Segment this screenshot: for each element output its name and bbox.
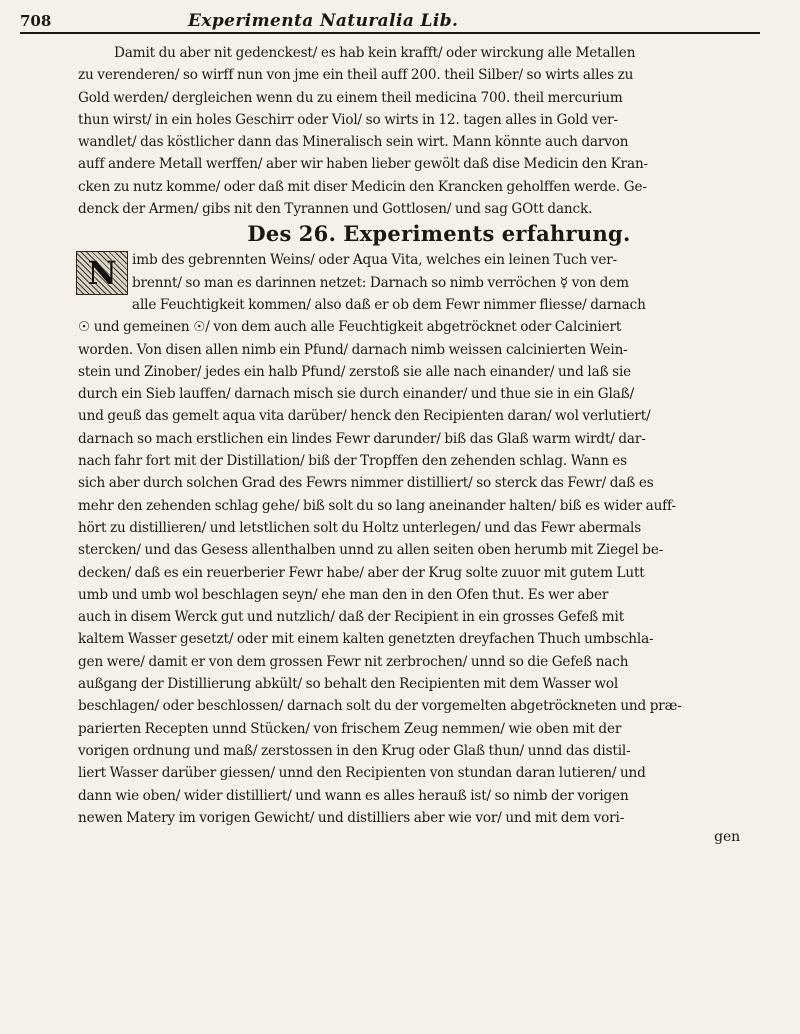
text-line: hört zu distillieren/ und letstlichen solt du Holtz unterlegen/ und das Fewr abermals bbox=[78, 519, 642, 536]
catchword: gen bbox=[714, 829, 740, 846]
text-line: vorigen ordnung und maß/ zerstossen in den Krug oder Glaß thun/ unnd das distil- bbox=[78, 742, 631, 759]
text-line: außgang der Distillierung abkült/ so behalt den Recipienten mit dem Wasser wol bbox=[78, 676, 619, 693]
text-line: liert Wasser darüber giessen/ unnd den Recipienten von stundan daran lutieren/ und bbox=[78, 765, 646, 782]
text-line: imb des gebrennten Weins/ oder Aqua Vita, welches ein leinen Tuch ver- bbox=[132, 252, 618, 269]
text-line: durch ein Sieb lauffen/ darnach misch sie durch einander/ und thue sie in ein Glaß/ bbox=[78, 386, 635, 403]
text-line: sich aber durch solchen Grad des Fewrs nimmer distilliert/ so sterck das Fewr/ daß es bbox=[78, 475, 654, 492]
text-line: ☉ und gemeinen ☉/ von dem auch alle Feuchtigkeit abgetröcknet oder Calciniert bbox=[78, 319, 622, 336]
paragraph-2 bbox=[78, 249, 760, 829]
text-line: Damit du aber nit gedenckest/ es hab kein krafft/ oder wirckung alle Metallen bbox=[114, 45, 636, 61]
text-line: auff andere Metall werffen/ aber wir haben lieber gewölt daß dise Medicin den Kran- bbox=[78, 156, 648, 173]
text-line: beschlagen/ oder beschlossen/ darnach solt du der vorgemelten abgetröckneten und præ- bbox=[78, 698, 682, 715]
text-line: auch in disem Werck gut und nutzlich/ daß der Recipient in ein grosses Gefeß mit bbox=[78, 609, 625, 626]
text-line: denck der Armen/ gibs nit den Tyrannen und Gottlosen/ und sag GOtt danck. bbox=[78, 201, 593, 218]
text-line: decken/ daß es ein reuerberier Fewr habe/ aber der Krug solte zuuor mit gutem Lutt bbox=[78, 564, 645, 581]
paragraph-1 bbox=[78, 42, 760, 220]
text-line: dann wie oben/ wider distilliert/ und wann es alles herauß ist/ so nimb der vorigen bbox=[78, 787, 629, 804]
section-heading: Des 26. Experiments erfahrung. bbox=[247, 221, 631, 247]
main-text bbox=[78, 42, 760, 845]
text-line: parierten Recepten unnd Stücken/ von frischem Zeug nemmen/ wie oben mit der bbox=[78, 720, 622, 737]
text-line: darnach so mach erstlichen ein lindes Fewr darunder/ biß das Glaß warm wirdt/ dar- bbox=[78, 430, 646, 447]
text-line: wandlet/ das köstlicher dann das Mineralisch sein wirt. Mann könnte auch darvon bbox=[78, 134, 629, 151]
text-line: cken zu nutz komme/ oder daß mit diser Medicin den Krancken geholffen werde. Ge- bbox=[78, 178, 647, 195]
text-line: gen were/ damit er von dem grossen Fewr nit zerbrochen/ unnd so die Gefeß nach bbox=[78, 653, 629, 670]
text-line: nach fahr fort mit der Distillation/ biß der Tropffen den zehenden schlag. Wann es bbox=[78, 453, 627, 470]
running-title: Experimenta Naturalia Lib. bbox=[188, 11, 459, 31]
decorated-initial: N bbox=[76, 251, 128, 295]
text-line: zu verenderen/ so wirff nun von jme ein theil auff 200. theil Silber/ so wirts alles zu bbox=[78, 67, 634, 84]
text-line: stein und Zinober/ jedes ein halb Pfund/ zerstoß sie alle nach einander/ und laß sie bbox=[78, 363, 632, 380]
text-line: brennt/ so man es darinnen netzet: Darnach so nimb verröchen ☿ von dem bbox=[132, 274, 629, 291]
text-line: und geuß das gemelt aqua vita darüber/ henck den Recipienten daran/ wol verlutiert/ bbox=[78, 408, 651, 425]
running-head bbox=[20, 6, 760, 34]
text-line: newen Matery im vorigen Gewicht/ und distilliers aber wie vor/ und mit dem vori- bbox=[78, 809, 625, 826]
text-line: umb und umb wol beschlagen seyn/ ehe man den in den Ofen thut. Es wer aber bbox=[78, 586, 609, 603]
text-line: mehr den zehenden schlag gehe/ biß solt du so lang aneinander halten/ biß es wider auff- bbox=[78, 497, 676, 514]
text-line: kaltem Wasser gesetzt/ oder mit einem kalten genetzten dreyfachen Thuch umbschla- bbox=[78, 631, 654, 648]
text-line: stercken/ und das Gesess allenthalben unnd zu allen seiten oben herumb mit Ziegel be- bbox=[78, 542, 664, 559]
text-line: thun wirst/ in ein holes Geschirr oder Viol/ so wirts in 12. tagen alles in Gold ver- bbox=[78, 111, 618, 128]
text-line: worden. Von disen allen nimb ein Pfund/ darnach nimb weissen calcinierten Wein- bbox=[78, 341, 628, 358]
text-line: Gold werden/ dergleichen wenn du zu einem theil medicina 700. theil mercurium bbox=[78, 89, 623, 106]
page-number: 708 bbox=[20, 12, 52, 30]
text-line: alle Feuchtigkeit kommen/ also daß er ob dem Fewr nimmer fliesse/ darnach bbox=[132, 296, 646, 313]
